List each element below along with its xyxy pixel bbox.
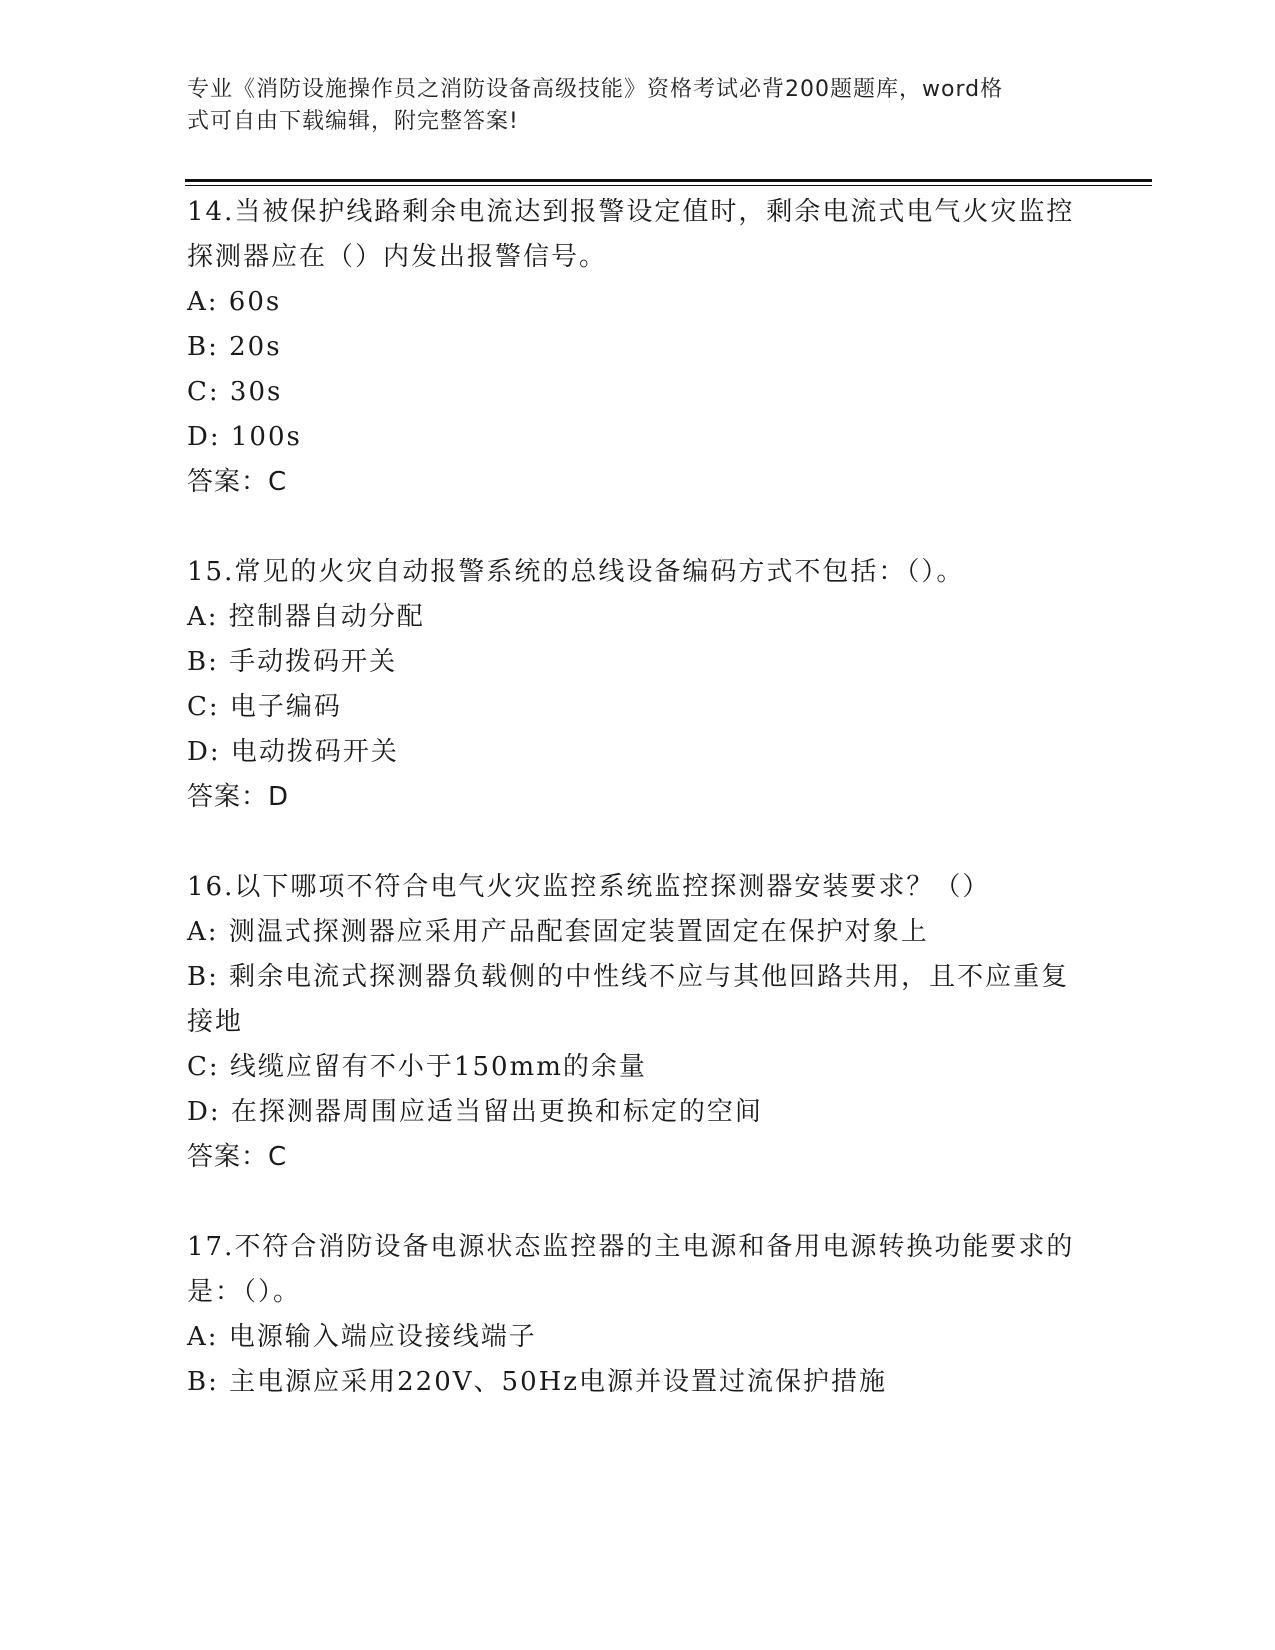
option-c: C: 30s (187, 377, 283, 407)
option-b: B: 主电源应采用220V、50Hz电源并设置过流保护措施 (187, 1367, 887, 1397)
header-line-1: 专业《消防设施操作员之消防设备高级技能》资格考试必背200题题库，word格 (187, 77, 1004, 102)
option-a: A: 电源输入端应设接线端子 (187, 1322, 537, 1352)
option-c: C: 线缆应留有不小于150mm的余量 (187, 1052, 647, 1082)
option-c: C: 电子编码 (187, 692, 342, 722)
question-text: 14.当被保护线路剩余电流达到报警设定值时，剩余电流式电气火灾监控探测器应在（）内发出报警信号。 (187, 197, 1075, 272)
question-list (187, 190, 1087, 1450)
question-15 (187, 550, 1087, 820)
option-d: D: 电动拨码开关 (187, 737, 399, 767)
question-16 (187, 865, 1087, 1180)
question-text: 17.不符合消防设备电源状态监控器的主电源和备用电源转换功能要求的是：（）。 (187, 1232, 1075, 1307)
answer: 答案：C (187, 1142, 288, 1172)
option-b: B: 20s (187, 332, 282, 362)
question-text: 15.常见的火灾自动报警系统的总线设备编码方式不包括：（）。 (187, 557, 965, 587)
answer: 答案：D (187, 782, 290, 812)
question-14 (187, 190, 1087, 505)
document-header (187, 74, 1067, 138)
option-a: A: 测温式探测器应采用产品配套固定装置固定在保护对象上 (187, 917, 929, 947)
option-d: D: 在探测器周围应适当留出更换和标定的空间 (187, 1097, 763, 1127)
answer: 答案：C (187, 467, 288, 497)
option-a: A: 控制器自动分配 (187, 602, 425, 632)
question-text: 16.以下哪项不符合电气火灾监控系统监控探测器安装要求？（） (187, 872, 991, 902)
header-rule-thin (185, 185, 1152, 186)
option-b: B: 手动拨码开关 (187, 647, 398, 677)
option-b: B: 剩余电流式探测器负载侧的中性线不应与其他回路共用，且不应重复接地 (187, 962, 1070, 1037)
question-17 (187, 1225, 1087, 1405)
option-d: D: 100s (187, 422, 302, 452)
header-rule-thick (185, 179, 1152, 182)
option-a: A: 60s (187, 287, 282, 317)
header-line-2: 式可自由下载编辑，附完整答案! (187, 109, 519, 134)
